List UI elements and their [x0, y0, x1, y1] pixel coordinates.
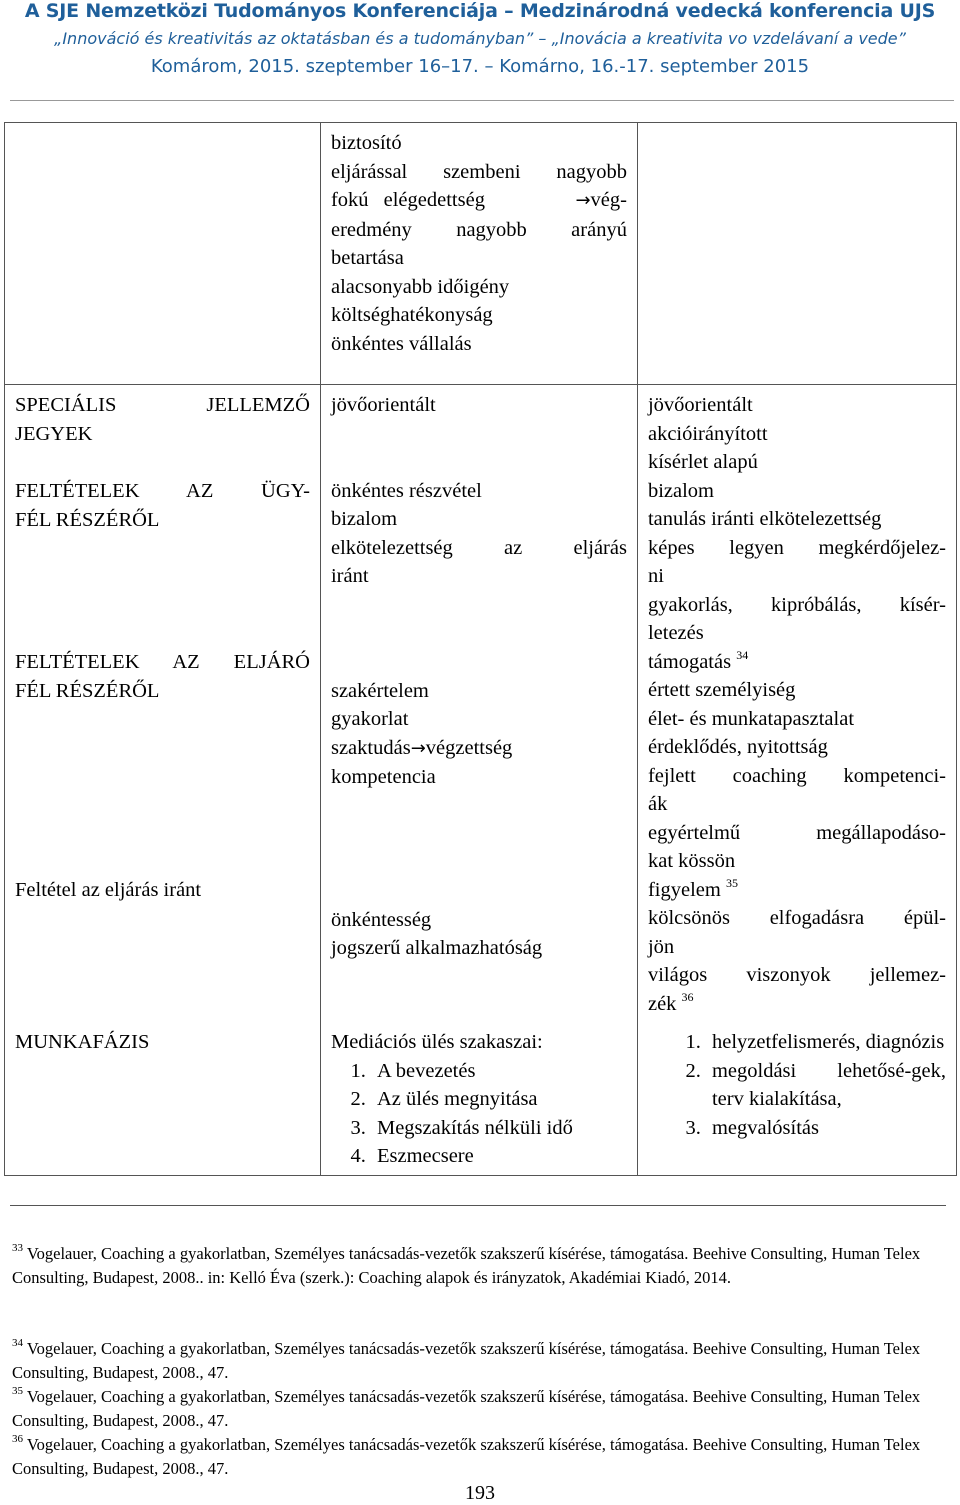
cell-line: eljárással szembeni nagyobb [330, 160, 627, 183]
cell-line: tanulás iránti elkötelezettség [647, 508, 882, 530]
cell-line: eredmény nagyobb arányú [330, 218, 627, 241]
footnote-number: 35 [12, 1385, 23, 1397]
cell-line: gyakorlat [330, 708, 409, 730]
cell-line: jön [647, 935, 675, 958]
cell-line: érdeklődés, nyitottság [647, 736, 828, 758]
table-cell [5, 123, 321, 385]
cell-line: ni [647, 565, 664, 587]
footnote-number: 36 [12, 1433, 23, 1445]
list-item: 2. megoldási lehetősé-gek, terv kialakítása, [706, 1057, 946, 1114]
cell-line: élet- és munkatapasztalat [647, 707, 855, 730]
list-item: 3. megvalósítás [706, 1114, 946, 1143]
cell-line: zék $^{36}$ [647, 989, 694, 1015]
list-item: 4. Eszmecsere [371, 1142, 627, 1171]
cell-line: egyértelmű megállapodáso- [647, 821, 946, 844]
table-cell [320, 123, 637, 385]
table-cell [320, 1022, 637, 1175]
cell-line: bizalom [330, 508, 398, 530]
table-cell [637, 1022, 956, 1175]
header-rule [10, 100, 954, 101]
footnote-text: Vogelauer, Coaching a gyakorlatban, Személyes tanácsadás-vezetők szakszerű kísérése, támogatása. Beehive Consulting, Human Telex Consulting, Budapest, 2008.. in: Kelló Éva (szerk.): Coaching alapok és irányzatok, Akadémiai Kiadó, 2014. [12, 1244, 921, 1287]
footnote-number: 34 [12, 1337, 23, 1349]
cell-line: kompetencia [330, 766, 436, 788]
footnote-ref: 36 [681, 989, 694, 1004]
cell-line: kísérlet alapú [647, 451, 758, 473]
cell-line: kat kössön [647, 850, 736, 872]
cell-line: jövőorientált [647, 394, 753, 416]
row-label: FELTÉTELEK AZ ELJÁRÓ [15, 651, 310, 673]
cell-line: jogszerű alkalmazhatóság [330, 937, 543, 959]
arrow-right-icon: → [575, 190, 591, 211]
arrow-right-icon: → [410, 737, 426, 759]
cell-line: szaktudás→végzettség [330, 736, 513, 759]
footnote [12, 1433, 942, 1481]
footnote-ref: 35 [725, 875, 738, 890]
footnote [12, 1337, 942, 1385]
cell-line: letezés [647, 622, 704, 644]
cell-line: biztosító [330, 132, 402, 154]
cell-line: fokú elégedettség →vég- [330, 189, 627, 211]
content-table [4, 122, 957, 1176]
cell-line: támogatás $^{34}$ [647, 647, 749, 673]
table-cell [5, 385, 321, 1023]
cell-line: bizalom [647, 479, 715, 502]
row-label: FÉL RÉSZÉRŐL [15, 508, 160, 531]
table-row [5, 385, 957, 1023]
cell-line: alacsonyabb időigény [330, 275, 510, 298]
list-item: 3. Megszakítás nélküli idő [371, 1114, 627, 1143]
footnote-text: Vogelauer, Coaching a gyakorlatban, Személyes tanácsadás-vezetők szakszerű kísérése, támogatása. Beehive Consulting, Human Telex Consulting, Budapest, 2008., 47. [12, 1387, 921, 1430]
row-label: MUNKAFÁZIS [15, 1031, 150, 1053]
table-row [5, 123, 957, 385]
cell-line: kölcsönös elfogadásra épül- [647, 907, 946, 929]
cell-line: szakértelem [330, 679, 429, 702]
header-subtitle: „Innováció és kreativitás az oktatásban és a tudományban” – „Inovácia a kreativita vo vzdelávaní a vede” [54, 29, 906, 48]
footnote [12, 1385, 942, 1433]
row-label: Feltétel az eljárás iránt [15, 879, 202, 901]
footnote-text: Vogelauer, Coaching a gyakorlatban, Személyes tanácsadás-vezetők szakszerű kísérése, támogatása. Beehive Consulting, Human Telex Consulting, Budapest, 2008., 47. [12, 1339, 921, 1382]
cell-line: költséghatékonyság [330, 304, 493, 326]
table-cell [320, 385, 637, 1023]
page-number: 193 [465, 1482, 495, 1504]
row-label: FÉL RÉSZÉRŐL [15, 679, 160, 702]
footnote-rule [10, 1205, 946, 1206]
cell-line: betartása [330, 247, 404, 269]
cell-line: önkéntesség [330, 908, 432, 931]
table-cell [637, 123, 956, 385]
row-label: FELTÉTELEK AZ ÜGY- [15, 480, 310, 502]
row-label: SPECIÁLIS JELLEMZŐ [15, 394, 310, 416]
list-item: 1. helyzetfelismerés, diagnózis [706, 1028, 946, 1057]
phase-title: Mediációs ülés szakaszai: [330, 1031, 543, 1053]
table-cell [637, 385, 956, 1023]
cell-line: világos viszonyok jellemez- [647, 964, 946, 986]
cell-line: önkéntes részvétel [330, 479, 482, 502]
cell-line: ák [647, 793, 668, 815]
cell-line: akcióirányított [647, 422, 768, 445]
header-date: Komárom, 2015. szeptember 16–17. – Komárno, 16.-17. september 2015 [150, 56, 810, 77]
cell-line: figyelem $^{35}$ [647, 875, 738, 901]
table-cell [5, 1022, 321, 1175]
phase-list [331, 1057, 627, 1171]
cell-line: jövőorientált [330, 394, 436, 416]
header-title: A SJE Nemzetközi Tudományos Konferenciája – Medzinárodná vedecká konferencia UJS [24, 0, 936, 22]
cell-line: értett személyiség [647, 679, 796, 701]
cell-line: képes legyen megkérdőjelez- [647, 536, 946, 559]
list-item: 1. A bevezetés [371, 1057, 627, 1086]
cell-line: gyakorlás, kipróbálás, kísér- [647, 593, 946, 616]
cell-line: fejlett coaching kompetenci- [647, 764, 946, 787]
footnote-text: Vogelauer, Coaching a gyakorlatban, Személyes tanácsadás-vezetők szakszerű kísérése, támogatása. Beehive Consulting, Human Telex Consulting, Budapest, 2008., 47. [12, 1435, 921, 1478]
cell-line: önkéntes vállalás [330, 332, 472, 355]
cell-line: iránt [330, 565, 369, 587]
footnote [12, 1242, 942, 1290]
footnote-number: 33 [12, 1242, 23, 1254]
row-label: JEGYEK [15, 422, 93, 445]
footnote-ref: 34 [736, 647, 749, 662]
phase-list [648, 1028, 946, 1142]
list-item: 2. Az ülés megnyitása [371, 1085, 627, 1114]
table-row [5, 1022, 957, 1175]
cell-line: elkötelezettség az eljárás [330, 536, 627, 559]
